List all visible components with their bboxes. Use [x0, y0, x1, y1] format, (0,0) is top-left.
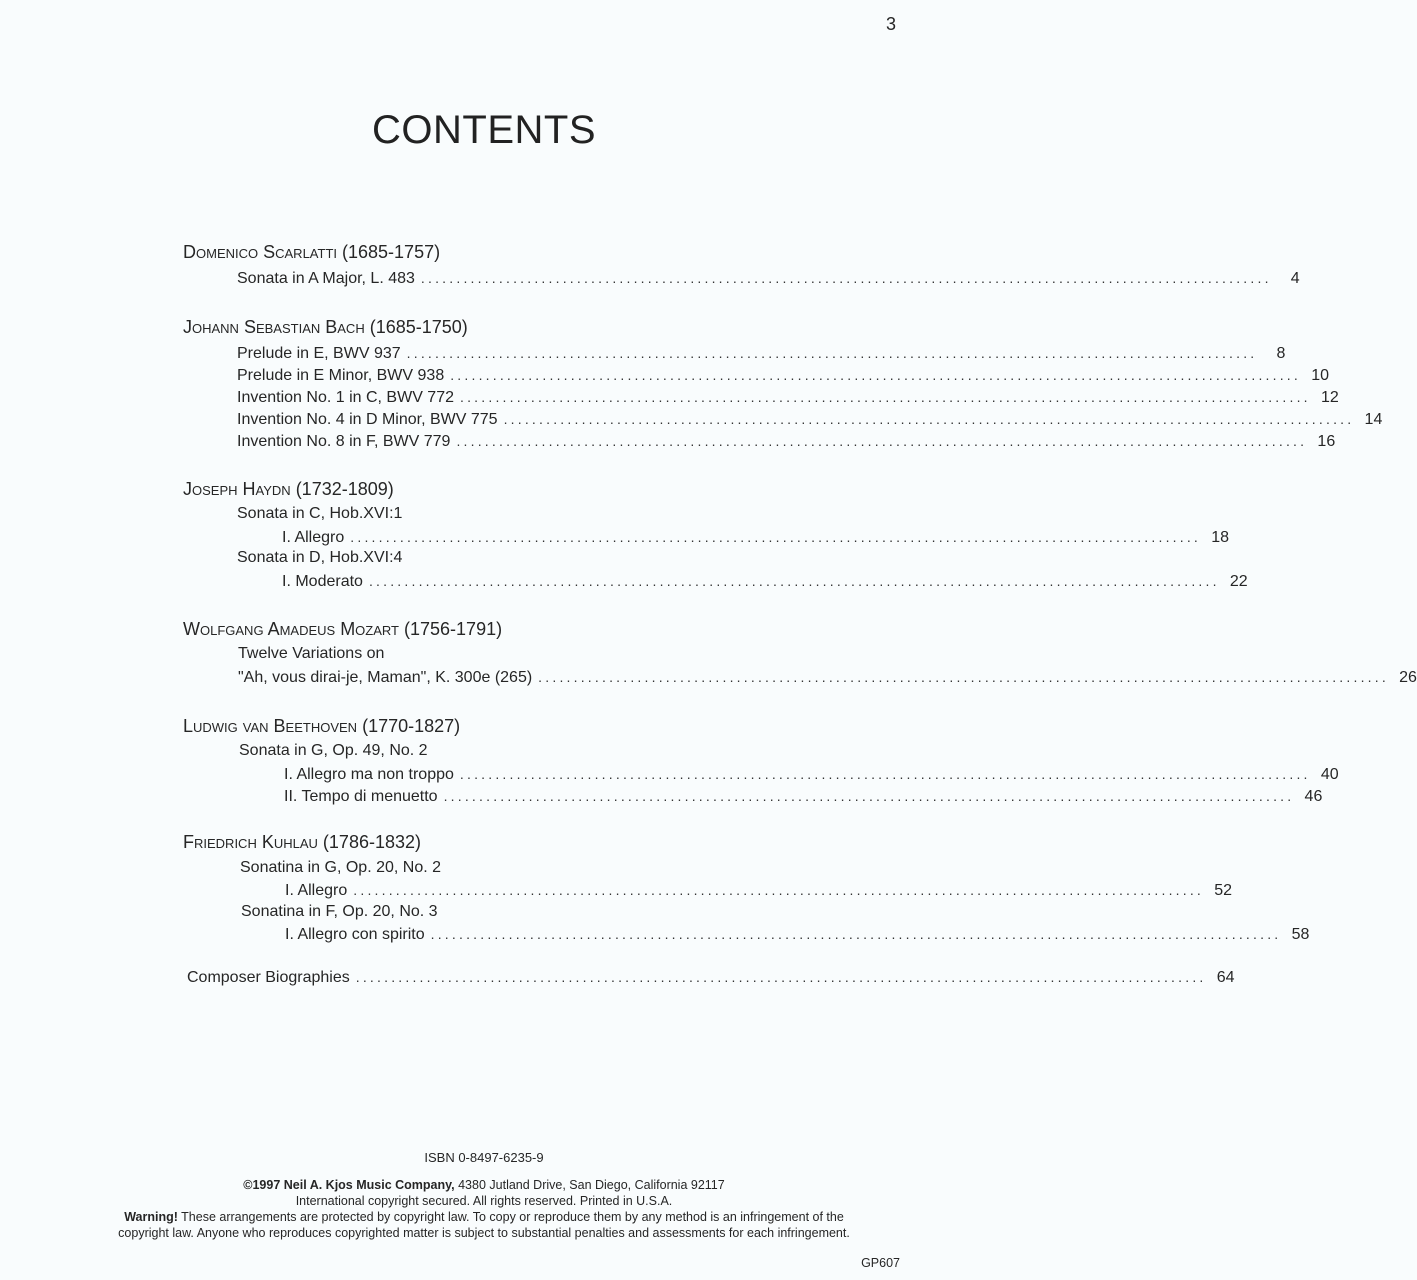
composer-heading: Johann Sebastian Bach (1685-1750) [183, 317, 468, 337]
toc-entry[interactable]: I. Allegro ........................................................................................................................ 18 [282, 529, 1230, 546]
toc-entry[interactable]: II. Tempo di menuetto ........................................................................................................................ 46 [284, 788, 1323, 805]
toc-entry-biographies[interactable]: Composer Biographies ........................................................................................................................ 64 [187, 969, 1235, 986]
dot-leader: ........................................................................................................................ [430, 926, 1282, 942]
toc-entry[interactable]: I. Allegro ........................................................................................................................ 52 [285, 882, 1233, 899]
dot-leader: ........................................................................................................................ [460, 389, 1311, 405]
warning-line-2: copyright law. Anyone who reproduces copyrighted matter is subject to substantial penalties and assessments for each infringement. [118, 1226, 850, 1240]
catalog-number: GP607 [861, 1256, 900, 1270]
composer-heading: Domenico Scarlatti (1685-1757) [183, 242, 441, 262]
work-title: Sonata in C, Hob.XVI:1 [237, 505, 403, 522]
dot-leader: ........................................................................................................................ [538, 669, 1389, 685]
dot-leader: ........................................................................................................................ [503, 411, 1355, 427]
toc-entry[interactable]: Sonata in A Major, L. 483 ........................................................................................................................ 4 [237, 270, 1300, 287]
isbn: ISBN 0-8497-6235-9 [424, 1150, 544, 1165]
toc-entry[interactable]: Invention No. 4 in D Minor, BWV 775 ........................................................................................................................ 14 [237, 411, 1383, 428]
work-title: Twelve Variations on [238, 645, 385, 662]
toc-entry[interactable]: Prelude in E Minor, BWV 938 ........................................................................................................................ 10 [237, 367, 1329, 384]
work-title: Sonata in G, Op. 49, No. 2 [239, 742, 428, 759]
dot-leader: ........................................................................................................................ [443, 788, 1295, 804]
warning-line-1: Warning! These arrangements are protected by copyright law. To copy or reproduce them by any method is an infringement of the [124, 1210, 844, 1224]
composer-heading: Ludwig van Beethoven (1770-1827) [183, 716, 461, 736]
dot-leader: ........................................................................................................................ [406, 345, 1258, 361]
dot-leader: ........................................................................................................................ [368, 573, 1220, 589]
page-number: 3 [885, 14, 896, 34]
work-title: Sonatina in G, Op. 20, No. 2 [240, 859, 442, 876]
composer-heading: Wolfgang Amadeus Mozart (1756-1791) [183, 619, 503, 639]
toc-entry[interactable]: I. Allegro con spirito ........................................................................................................................ 58 [285, 926, 1310, 943]
toc-entry[interactable]: Prelude in E, BWV 937 ........................................................................................................................ 8 [237, 345, 1286, 362]
dot-leader: ........................................................................................................................ [353, 882, 1205, 898]
toc-entry[interactable]: I. Allegro ma non troppo ........................................................................................................................ 40 [284, 766, 1339, 783]
toc-entry[interactable]: Invention No. 8 in F, BWV 779 ........................................................................................................................ 16 [237, 433, 1336, 450]
composer-heading: Friedrich Kuhlau (1786-1832) [183, 832, 421, 852]
toc-entry[interactable]: I. Moderato ........................................................................................................................ 22 [282, 573, 1248, 590]
toc-entry[interactable]: "Ah, vous dirai-je, Maman", K. 300e (265) ........................................................................................................................ 26 [238, 669, 1417, 686]
work-title: Sonata in D, Hob.XVI:4 [237, 549, 403, 566]
dot-leader: ........................................................................................................................ [450, 367, 1301, 383]
dot-leader: ........................................................................................................................ [350, 529, 1202, 545]
work-title: Sonatina in F, Op. 20, No. 3 [241, 903, 438, 920]
composer-heading: Joseph Haydn (1732-1809) [183, 479, 394, 499]
toc-entry[interactable]: Invention No. 1 in C, BWV 772 ........................................................................................................................ 12 [237, 389, 1339, 406]
dot-leader: ........................................................................................................................ [456, 433, 1308, 449]
dot-leader: ........................................................................................................................ [355, 969, 1207, 985]
page-title: CONTENTS [372, 108, 596, 152]
dot-leader: ........................................................................................................................ [459, 766, 1311, 782]
rights-line: International copyright secured. All rights reserved. Printed in U.S.A. [295, 1194, 673, 1208]
copyright-line: ©1997 Neil A. Kjos Music Company, 4380 Jutland Drive, San Diego, California 92117 [243, 1178, 725, 1192]
dot-leader: ........................................................................................................................ [420, 270, 1272, 286]
